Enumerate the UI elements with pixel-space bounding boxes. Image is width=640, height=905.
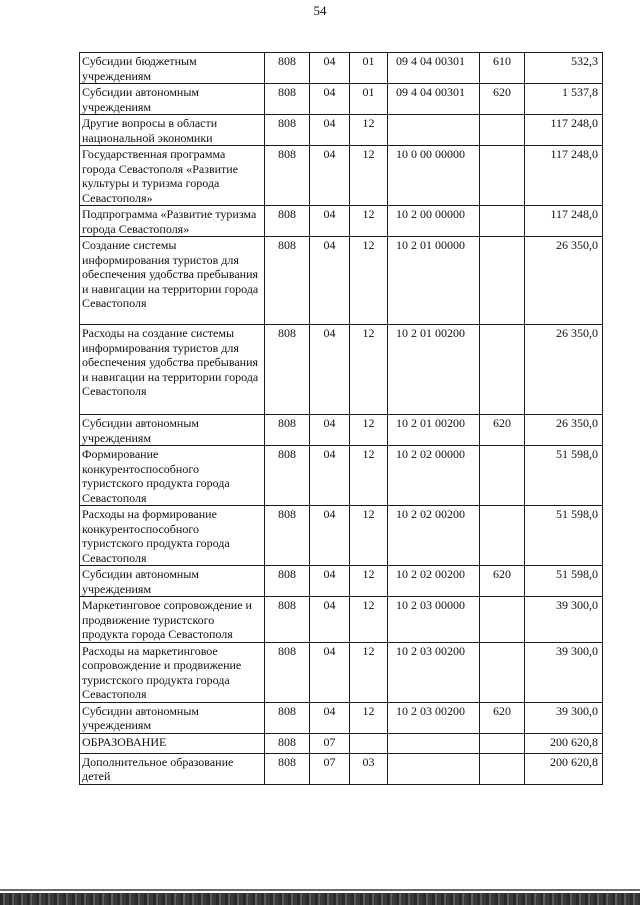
cell-amount: 39 300,0 <box>525 597 603 643</box>
cell-amount: 51 598,0 <box>525 446 603 506</box>
cell-ministry-code: 808 <box>265 237 310 325</box>
cell-name: Государственная программа города Севастополя «Развитие культуры и туризма города Севастополя» <box>80 146 265 206</box>
cell-expense-type: 620 <box>480 415 525 446</box>
cell-section: 04 <box>310 597 350 643</box>
cell-subsection <box>350 733 388 753</box>
cell-target-article: 10 2 01 00200 <box>388 325 480 415</box>
cell-target-article: 10 2 03 00000 <box>388 597 480 643</box>
cell-target-article: 10 2 01 00200 <box>388 415 480 446</box>
cell-ministry-code: 808 <box>265 753 310 784</box>
cell-ministry-code: 808 <box>265 733 310 753</box>
cell-target-article <box>388 733 480 753</box>
table-row <box>80 237 603 325</box>
cell-target-article <box>388 115 480 146</box>
cell-target-article: 10 2 02 00200 <box>388 506 480 566</box>
cell-expense-type <box>480 325 525 415</box>
table-row <box>80 146 603 206</box>
cell-ministry-code: 808 <box>265 506 310 566</box>
cell-ministry-code: 808 <box>265 53 310 84</box>
table-body <box>80 53 603 785</box>
cell-name: Дополнительное образование детей <box>80 753 265 784</box>
cell-amount: 39 300,0 <box>525 642 603 702</box>
cell-section: 04 <box>310 642 350 702</box>
cell-section: 04 <box>310 237 350 325</box>
cell-section: 04 <box>310 146 350 206</box>
table-row <box>80 53 603 84</box>
cell-section: 04 <box>310 53 350 84</box>
cell-subsection: 01 <box>350 53 388 84</box>
table-row <box>80 115 603 146</box>
cell-expense-type <box>480 597 525 643</box>
page-number: 54 <box>313 3 327 18</box>
cell-expense-type <box>480 506 525 566</box>
cell-amount: 117 248,0 <box>525 206 603 237</box>
cell-subsection: 12 <box>350 206 388 237</box>
cell-subsection: 12 <box>350 237 388 325</box>
cell-subsection: 12 <box>350 506 388 566</box>
cell-subsection: 12 <box>350 146 388 206</box>
cell-section: 04 <box>310 702 350 733</box>
cell-section: 04 <box>310 325 350 415</box>
cell-expense-type: 620 <box>480 566 525 597</box>
table-row <box>80 566 603 597</box>
cell-expense-type <box>480 753 525 784</box>
scan-bottom-edge <box>0 893 640 905</box>
cell-amount: 117 248,0 <box>525 115 603 146</box>
table-row <box>80 84 603 115</box>
cell-name: Другие вопросы в области национальной экономики <box>80 115 265 146</box>
cell-ministry-code: 808 <box>265 642 310 702</box>
cell-subsection: 12 <box>350 642 388 702</box>
cell-name: Создание системы информирования туристов для обеспечения удобства пребывания и навигации на территории города Севастополя <box>80 237 265 325</box>
cell-section: 04 <box>310 506 350 566</box>
cell-amount: 200 620,8 <box>525 733 603 753</box>
table-row <box>80 446 603 506</box>
cell-target-article: 09 4 04 00301 <box>388 53 480 84</box>
cell-subsection: 12 <box>350 415 388 446</box>
cell-amount: 51 598,0 <box>525 566 603 597</box>
cell-subsection: 12 <box>350 566 388 597</box>
cell-name: Субсидии автономным учреждениям <box>80 84 265 115</box>
cell-section: 04 <box>310 446 350 506</box>
cell-name: Субсидии бюджетным учреждениям <box>80 53 265 84</box>
cell-amount: 532,3 <box>525 53 603 84</box>
cell-amount: 26 350,0 <box>525 415 603 446</box>
cell-target-article <box>388 753 480 784</box>
cell-name: Маркетинговое сопровождение и продвижение туристского продукта города Севастополя <box>80 597 265 643</box>
cell-name: Субсидии автономным учреждениям <box>80 566 265 597</box>
cell-ministry-code: 808 <box>265 566 310 597</box>
cell-target-article: 10 2 03 00200 <box>388 702 480 733</box>
cell-expense-type <box>480 237 525 325</box>
cell-amount: 200 620,8 <box>525 753 603 784</box>
cell-expense-type: 620 <box>480 84 525 115</box>
cell-subsection: 03 <box>350 753 388 784</box>
cell-section: 04 <box>310 206 350 237</box>
cell-target-article: 10 2 00 00000 <box>388 206 480 237</box>
cell-section: 04 <box>310 84 350 115</box>
cell-expense-type: 610 <box>480 53 525 84</box>
cell-expense-type <box>480 733 525 753</box>
cell-ministry-code: 808 <box>265 446 310 506</box>
cell-ministry-code: 808 <box>265 115 310 146</box>
cell-name: Расходы на формирование конкурентоспособного туристского продукта города Севастополя <box>80 506 265 566</box>
cell-target-article: 10 0 00 00000 <box>388 146 480 206</box>
cell-expense-type <box>480 206 525 237</box>
cell-expense-type <box>480 115 525 146</box>
cell-ministry-code: 808 <box>265 597 310 643</box>
cell-subsection: 12 <box>350 325 388 415</box>
cell-ministry-code: 808 <box>265 206 310 237</box>
budget-table <box>79 52 603 785</box>
table-row <box>80 597 603 643</box>
cell-section: 04 <box>310 415 350 446</box>
cell-expense-type <box>480 642 525 702</box>
cell-amount: 1 537,8 <box>525 84 603 115</box>
cell-amount: 51 598,0 <box>525 506 603 566</box>
cell-section: 04 <box>310 115 350 146</box>
cell-name: ОБРАЗОВАНИЕ <box>80 733 265 753</box>
cell-subsection: 12 <box>350 702 388 733</box>
table-row <box>80 506 603 566</box>
table-row <box>80 415 603 446</box>
cell-expense-type: 620 <box>480 702 525 733</box>
table-row <box>80 206 603 237</box>
cell-amount: 117 248,0 <box>525 146 603 206</box>
cell-ministry-code: 808 <box>265 146 310 206</box>
cell-ministry-code: 808 <box>265 702 310 733</box>
cell-section: 07 <box>310 753 350 784</box>
cell-target-article: 10 2 02 00000 <box>388 446 480 506</box>
cell-section: 07 <box>310 733 350 753</box>
cell-name: Субсидии автономным учреждениям <box>80 415 265 446</box>
cell-subsection: 12 <box>350 597 388 643</box>
cell-name: Субсидии автономным учреждениям <box>80 702 265 733</box>
cell-amount: 26 350,0 <box>525 237 603 325</box>
table-row <box>80 642 603 702</box>
cell-subsection: 12 <box>350 115 388 146</box>
cell-ministry-code: 808 <box>265 325 310 415</box>
cell-subsection: 12 <box>350 446 388 506</box>
table-row <box>80 325 603 415</box>
table-row <box>80 733 603 753</box>
cell-amount: 39 300,0 <box>525 702 603 733</box>
cell-expense-type <box>480 146 525 206</box>
cell-target-article: 10 2 02 00200 <box>388 566 480 597</box>
cell-target-article: 10 2 03 00200 <box>388 642 480 702</box>
table-row <box>80 753 603 784</box>
cell-target-article: 10 2 01 00000 <box>388 237 480 325</box>
cell-expense-type <box>480 446 525 506</box>
cell-name: Расходы на создание системы информирования туристов для обеспечения удобства пребывания и навигации на территории города Севастополя <box>80 325 265 415</box>
cell-subsection: 01 <box>350 84 388 115</box>
cell-name: Подпрограмма «Развитие туризма города Севастополя» <box>80 206 265 237</box>
cell-section: 04 <box>310 566 350 597</box>
scan-edge-line <box>0 889 640 891</box>
cell-ministry-code: 808 <box>265 84 310 115</box>
cell-amount: 26 350,0 <box>525 325 603 415</box>
table-row <box>80 702 603 733</box>
cell-name: Формирование конкурентоспособного туристского продукта города Севастополя <box>80 446 265 506</box>
cell-ministry-code: 808 <box>265 415 310 446</box>
cell-target-article: 09 4 04 00301 <box>388 84 480 115</box>
cell-name: Расходы на маркетинговое сопровождение и продвижение туристского продукта города Севастополя <box>80 642 265 702</box>
